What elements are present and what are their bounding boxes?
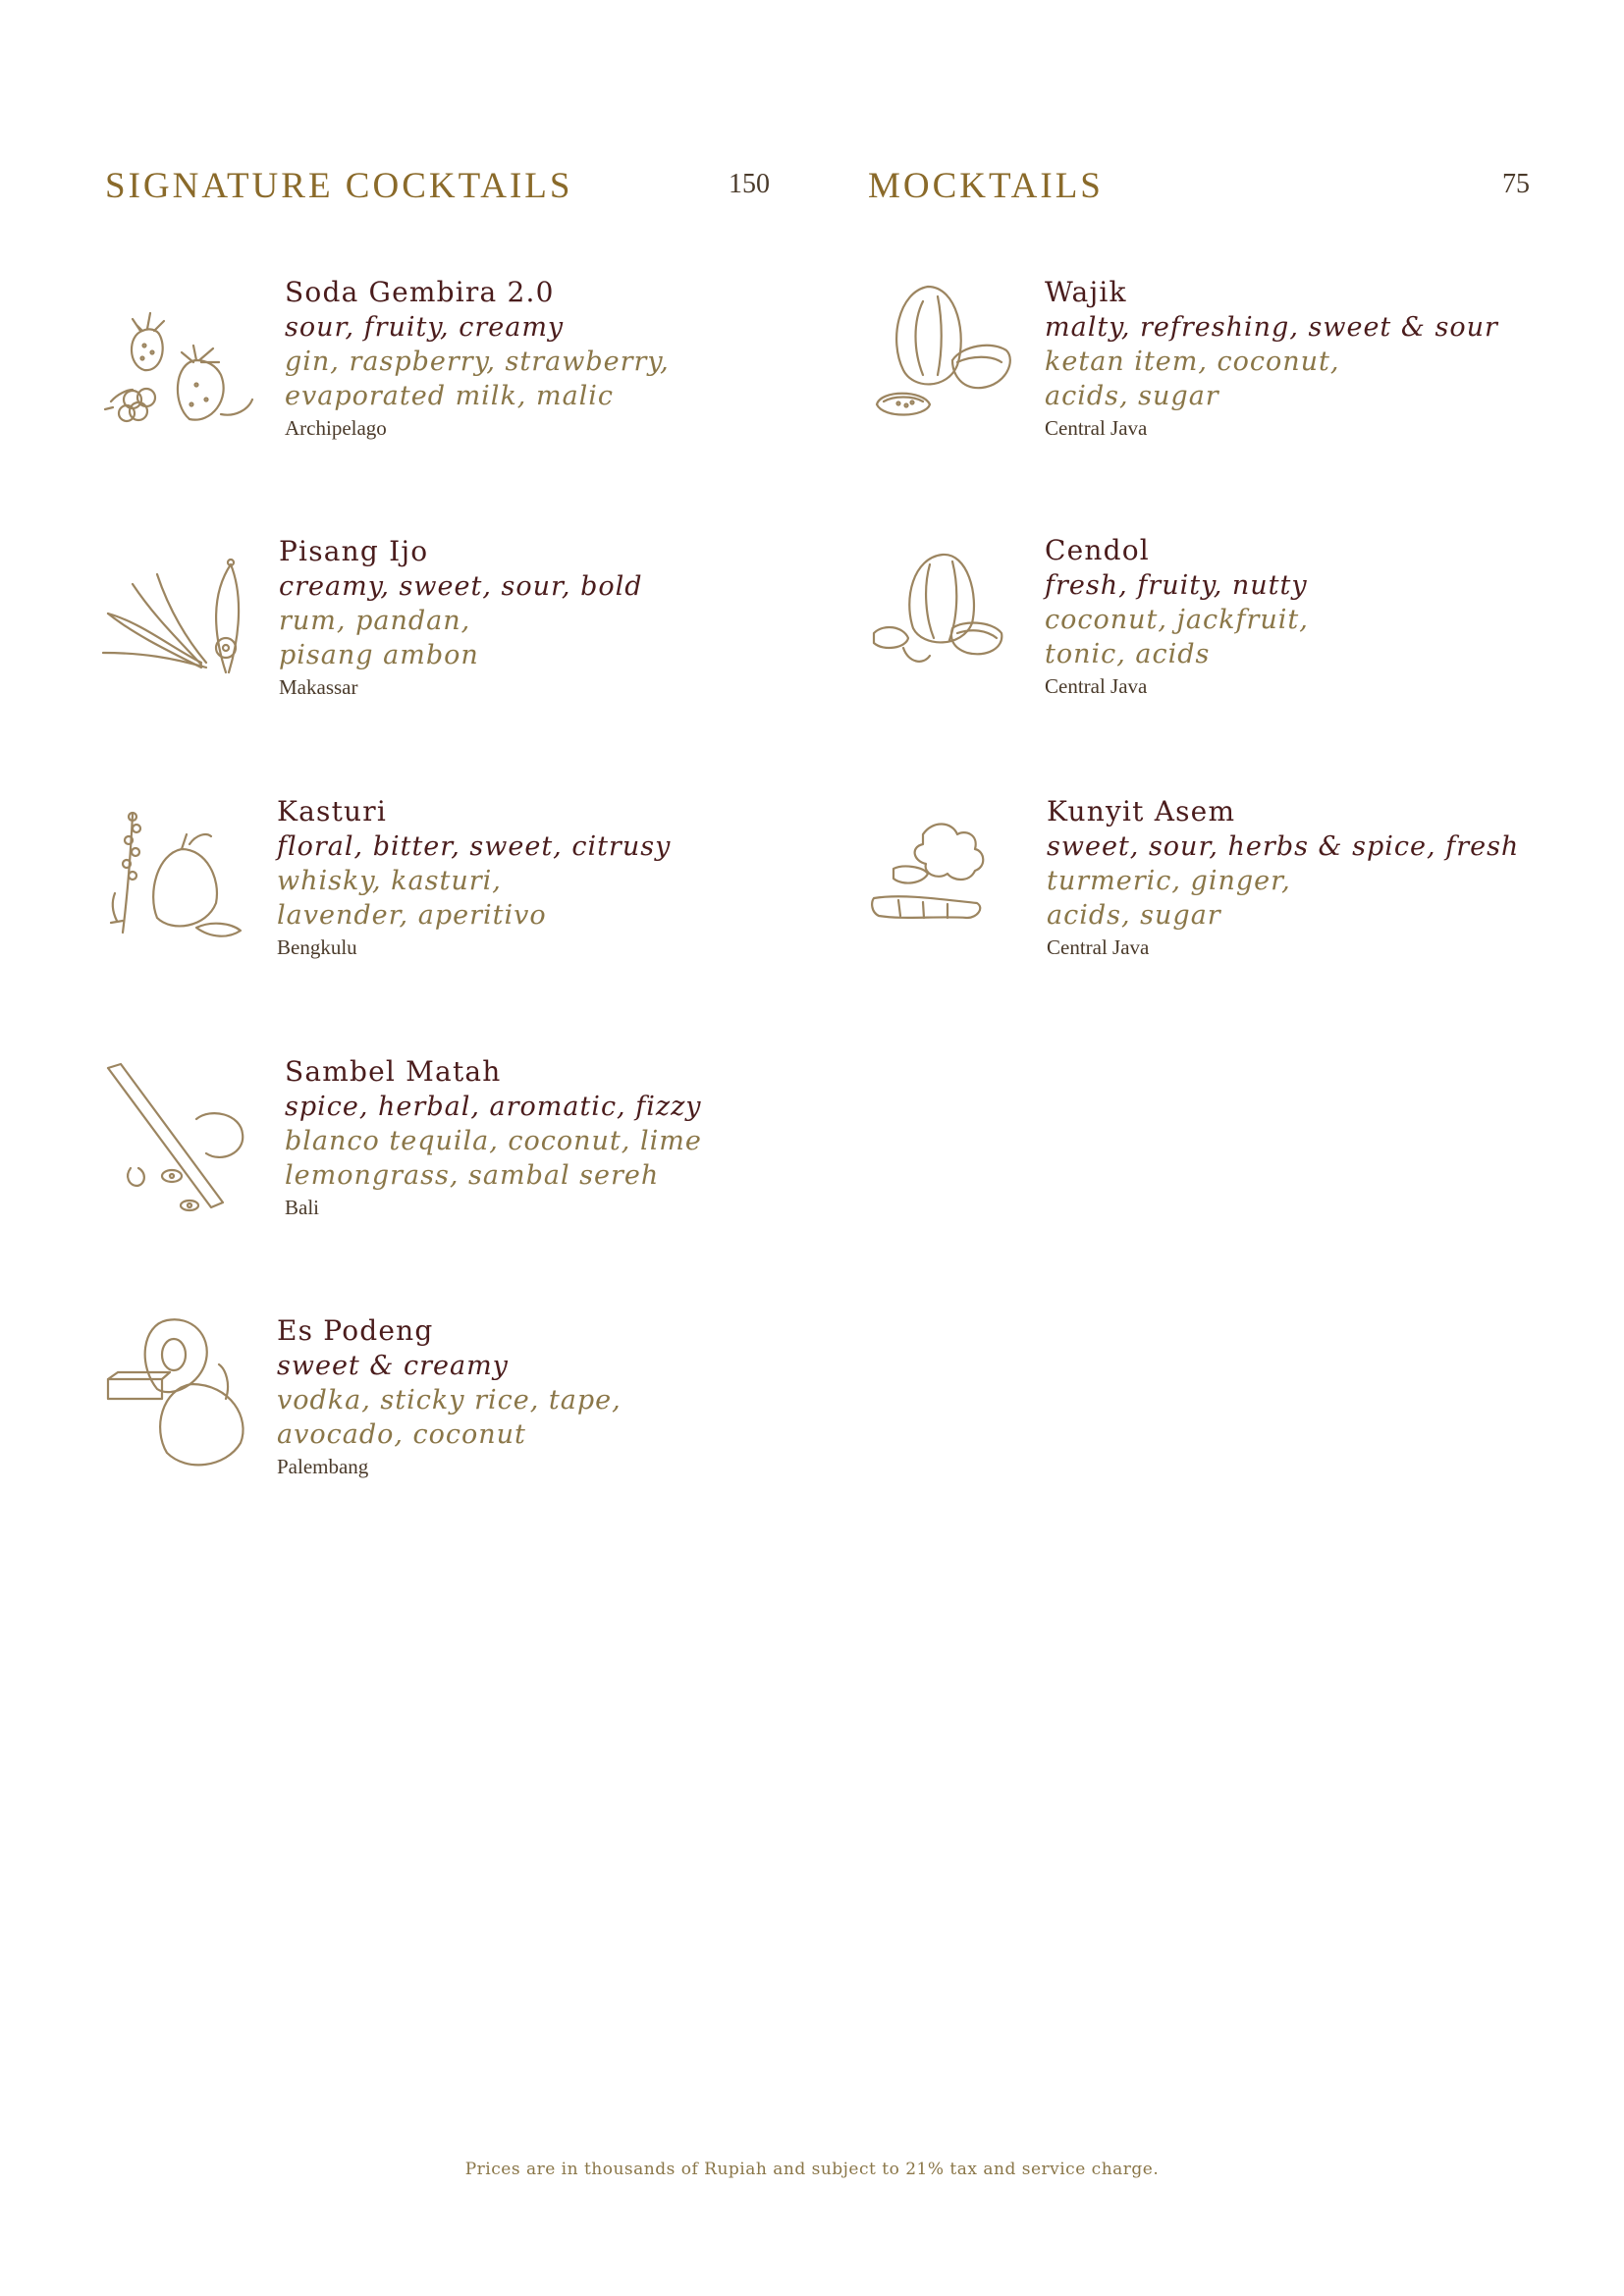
banana-pandan-icon [103, 555, 260, 712]
item-name: Sambel Matah [285, 1055, 502, 1088]
item-profile: floral, bitter, sweet, citrusy [277, 831, 672, 862]
avocado-icon [103, 1315, 260, 1472]
item-profile: sweet, sour, herbs & spice, fresh [1047, 831, 1520, 862]
item-origin: Archipelago [285, 416, 387, 440]
item-ingredients-line: blanco tequila, coconut, lime [285, 1126, 702, 1156]
item-profile: malty, refreshing, sweet & sour [1045, 312, 1498, 343]
item-ingredients-line: acids, sugar [1045, 381, 1219, 411]
item-ingredients-line: rum, pandan, [279, 606, 471, 636]
item-name: Es Podeng [277, 1314, 434, 1347]
item-ingredients-line: pisang ambon [279, 640, 479, 670]
lavender-citrus-icon [103, 805, 260, 962]
item-ingredients-line: tonic, acids [1045, 639, 1211, 669]
item-profile: fresh, fruity, nutty [1045, 570, 1308, 601]
lemongrass-lime-icon [103, 1060, 260, 1217]
item-ingredients-line: evaporated milk, malic [285, 381, 615, 411]
item-profile: sweet & creamy [277, 1351, 509, 1381]
item-origin: Makassar [279, 675, 358, 699]
item-profile: sour, fruity, creamy [285, 312, 565, 343]
item-origin: Palembang [277, 1455, 369, 1478]
price-footnote: Prices are in thousands of Rupiah and subject to 21% tax and service charge. [464, 2160, 1160, 2179]
item-name: Wajik [1045, 276, 1127, 308]
price-cocktails: 150 [729, 169, 770, 199]
item-profile: creamy, sweet, sour, bold [279, 571, 643, 602]
item-name: Kunyit Asem [1047, 795, 1236, 828]
item-ingredients-line: vodka, sticky rice, tape, [277, 1385, 622, 1415]
ginger-turmeric-icon [869, 810, 1026, 967]
item-ingredients-line: gin, raspberry, strawberry, [285, 347, 670, 377]
item-ingredients-line: ketan item, coconut, [1045, 347, 1340, 377]
item-origin: Bengkulu [277, 935, 357, 959]
item-name: Kasturi [277, 795, 388, 828]
coconut-icon [869, 282, 1026, 439]
item-origin: Central Java [1045, 674, 1148, 698]
item-name: Cendol [1045, 534, 1150, 566]
item-name: Soda Gembira 2.0 [285, 276, 555, 308]
section-title-mocktails: MOCKTAILS [868, 166, 1104, 206]
item-ingredients-line: lavender, aperitivo [277, 900, 547, 931]
item-ingredients-line: acids, sugar [1047, 900, 1221, 931]
price-mocktails: 75 [1502, 169, 1530, 199]
coconut-jackfruit-icon [869, 550, 1026, 707]
item-ingredients-line: whisky, kasturi, [277, 866, 502, 896]
item-profile: spice, herbal, aromatic, fizzy [285, 1092, 702, 1122]
item-origin: Central Java [1047, 935, 1150, 959]
section-title-cocktails: SIGNATURE COCKTAILS [105, 166, 573, 206]
item-name: Pisang Ijo [279, 535, 429, 567]
item-ingredients-line: lemongrass, sambal sereh [285, 1160, 660, 1191]
item-origin: Central Java [1045, 416, 1148, 440]
item-ingredients-line: avocado, coconut [277, 1419, 526, 1450]
strawberry-raspberry-icon [103, 292, 260, 449]
item-origin: Bali [285, 1196, 319, 1219]
item-ingredients-line: coconut, jackfruit, [1045, 605, 1309, 635]
item-ingredients-line: turmeric, ginger, [1047, 866, 1291, 896]
